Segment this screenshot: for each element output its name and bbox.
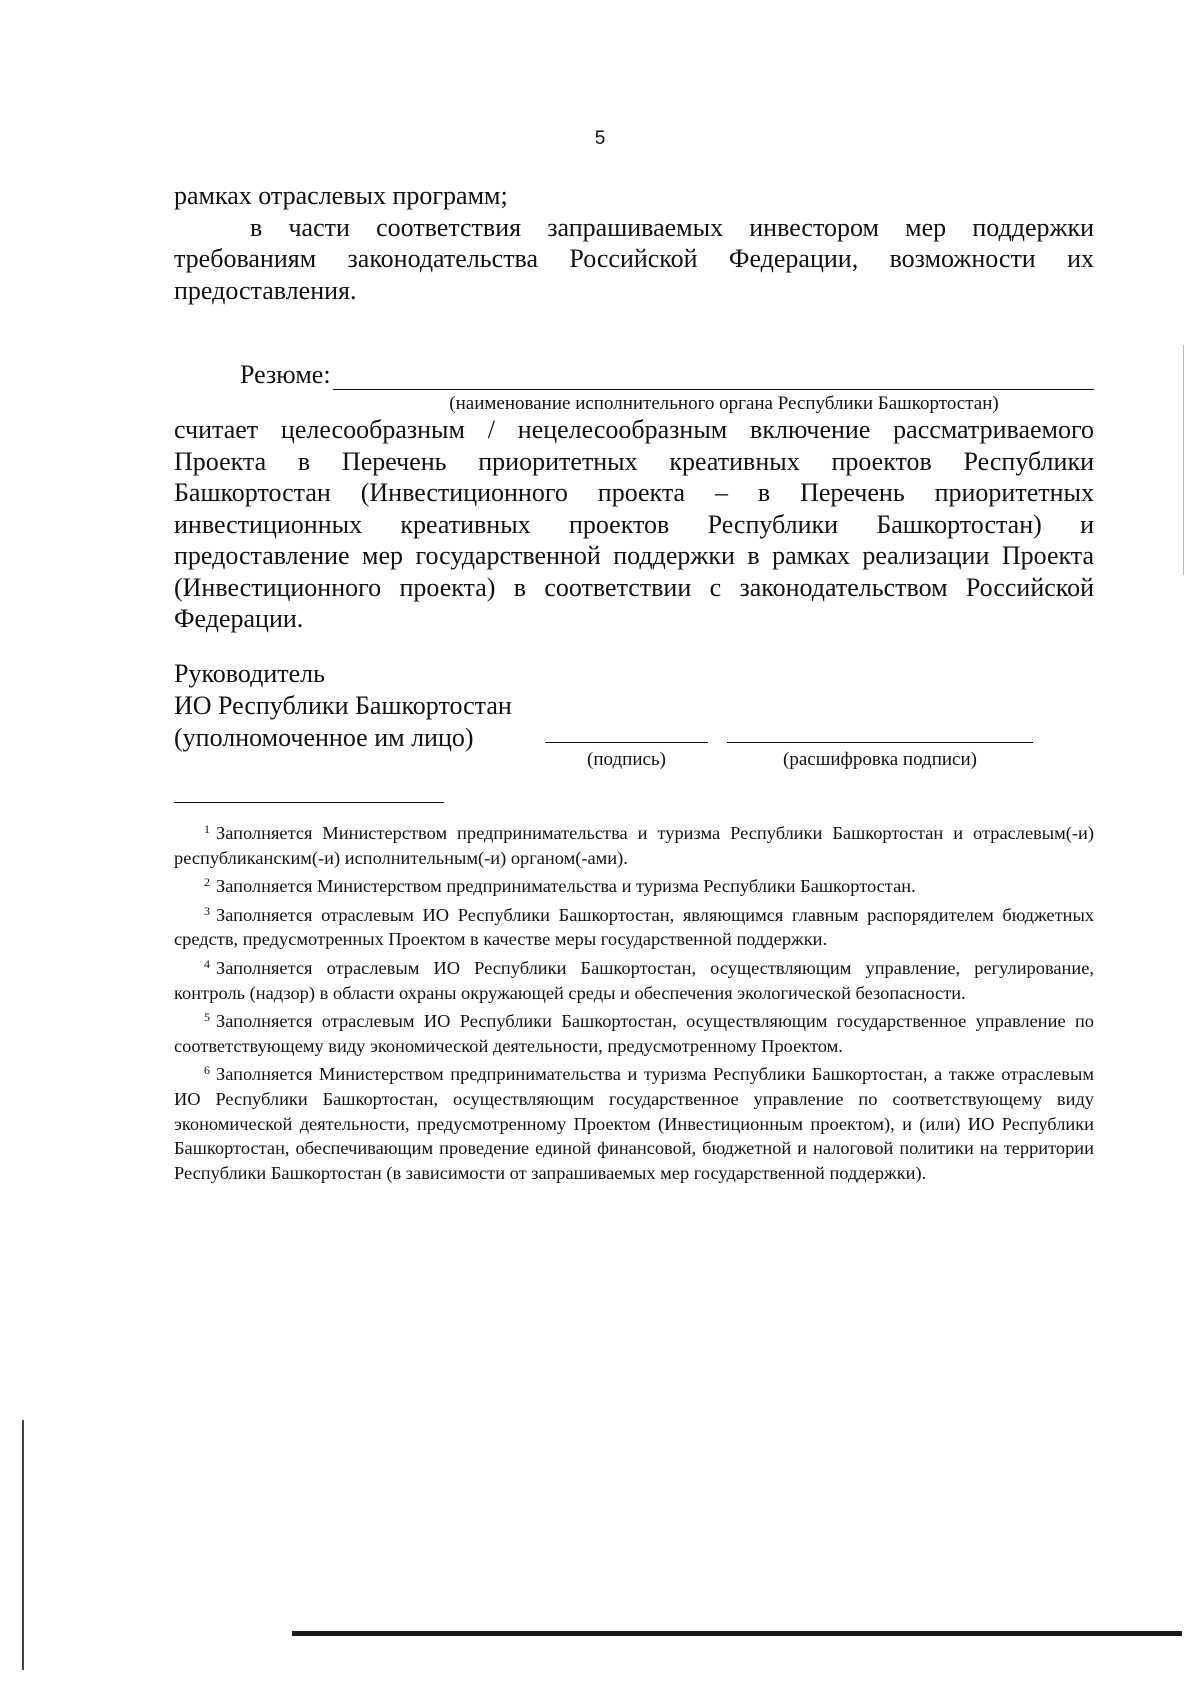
intro-text	[174, 180, 1094, 306]
signature-line	[545, 742, 708, 743]
footnote-5: $^5$ Заполняется отраслевым ИО Республики Башкортостан, осуществляющим государственное управление по соответствующему виду экономической деятельности, предусмотренному Проектом.	[174, 1010, 1094, 1056]
resume-caption: (наименование исполнительного органа Республики Башкортостан)	[449, 393, 999, 414]
paragraph-compliance: в части соответствия запрашиваемых инвестором мер поддержки требованиям законодательства Российской Федерации, возможности их предоставления.	[174, 212, 1094, 305]
signatory-org: ИО Республики Башкортостан	[174, 691, 512, 720]
footnote-3: $^3$ Заполняется отраслевым ИО Республики Башкортостан, являющимся главным распорядителем бюджетных средств, предусмотренных Проектом в качестве меры государственной поддержки.	[174, 903, 1094, 950]
signature-caption: (подпись)	[587, 749, 666, 770]
page-number: 5	[594, 128, 606, 149]
footnote-2: $^2$ Заполняется Министерством предпринимательства и туризма Республики Башкортостан.	[204, 875, 916, 897]
scan-edge-left	[22, 1420, 24, 1670]
signature-decode-caption: (расшифровка подписи)	[783, 749, 977, 770]
footnotes	[174, 817, 1094, 1185]
scan-artifact-bar	[292, 1631, 1182, 1636]
resume-label: Резюме:	[240, 360, 331, 389]
signature-decode-line	[727, 742, 1033, 743]
signatory-authorized: (уполномоченное им лицо)	[174, 723, 474, 752]
paragraph-programs: рамках отраслевых программ;	[174, 181, 508, 210]
footnote-divider	[174, 802, 444, 803]
resume-text: считает целесообразным / нецелесообразным включение рассматриваемого Проекта в Перечень приоритетных креативных проектов Республики Башкортостан (Инвестиционного проекта – в Перечень приоритетных инвестиционных креативных проектов Республики Башкортостан) и предоставление мер государственной поддержки в рамках реализации Проекта (Инвестиционного проекта) в соответствии с законодательством Российской Федерации.	[174, 415, 1094, 633]
signatory-block	[174, 658, 512, 754]
scan-edge-right	[1183, 345, 1184, 575]
resume-blank-field	[333, 365, 1094, 390]
footnote-6: $^6$ Заполняется Министерством предпринимательства и туризма Республики Башкортостан, а также отраслевым ИО Республики Башкортостан, осуществляющим государственное управление по соответствующему виду экономической деятельности, предусмотренному Проектом (Инвестиционным проектом), и (или) ИО Республики Башкортостан, обеспечивающим проведение единой финансовой, бюджетной и налоговой политики на территории Республики Башкортостан (в зависимости от запрашиваемых мер государственной поддержки).	[174, 1063, 1094, 1183]
signatory-title: Руководитель	[174, 659, 325, 688]
footnote-1: $^1$ Заполняется Министерством предпринимательства и туризма Республики Башкортостан и отраслевым(-и) республиканским(-и) исполнительным(-и) органом(-ами).	[174, 822, 1094, 868]
resume-line	[240, 360, 1094, 390]
footnote-4: $^4$ Заполняется отраслевым ИО Республики Башкортостан, осуществляющим управление, регулирование, контроль (надзор) в области охраны окружающей среды и обеспечения экологической безопасности.	[174, 956, 1094, 1003]
resume-body	[174, 414, 1094, 635]
